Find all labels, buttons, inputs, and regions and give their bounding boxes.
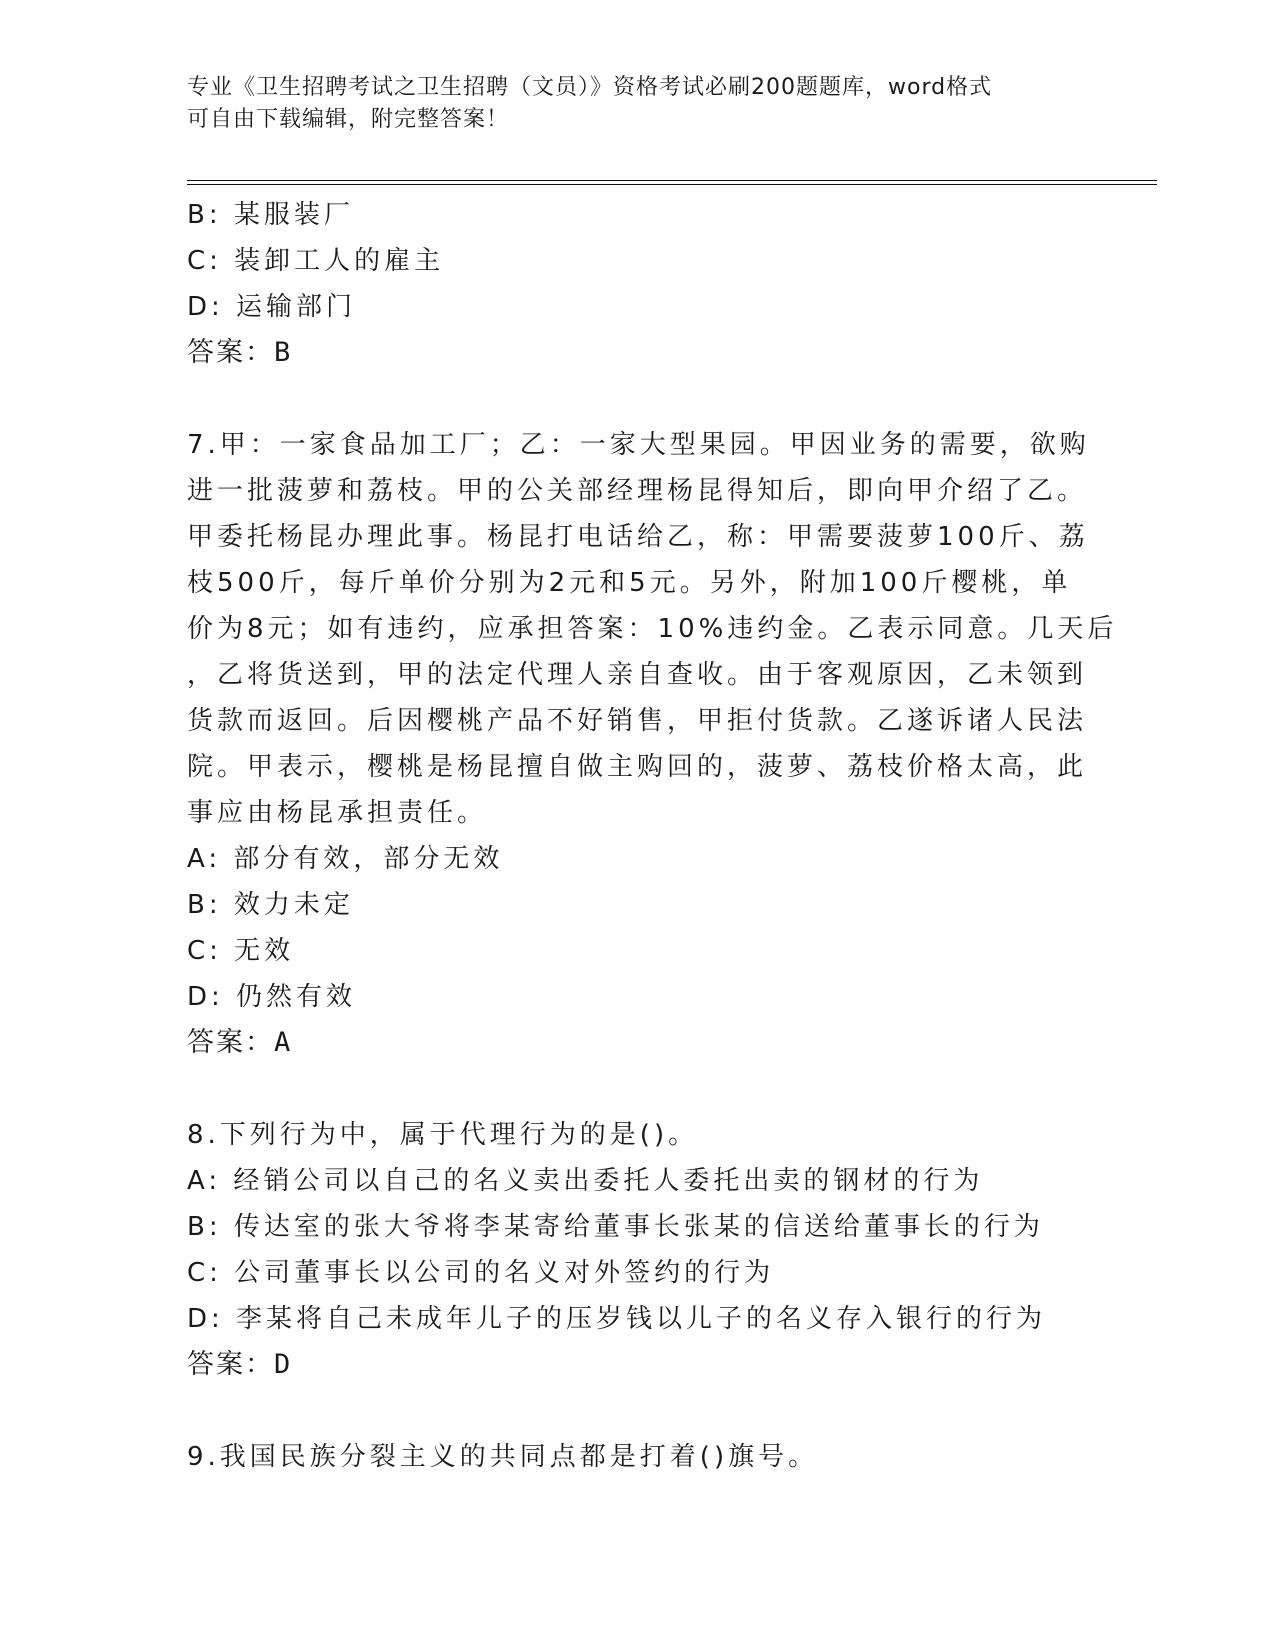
- q7-option-d: D: 仍然有效: [187, 982, 357, 1012]
- q7-stem-line: 进一批菠萝和荔枝。甲的公关部经理杨昆得知后，即向甲介绍了乙。: [187, 476, 1088, 506]
- document-header: [187, 72, 1067, 136]
- q8-stem: 8.下列行为中，属于代理行为的是()。: [187, 1120, 699, 1150]
- prev-option-c: C: 装卸工人的雇主: [187, 246, 445, 276]
- q7-stem-line: 枝500斤，每斤单价分别为2元和5元。另外，附加100斤樱桃，单: [187, 568, 1072, 598]
- header-line-2: 可自由下载编辑，附完整答案！: [187, 107, 510, 132]
- q7-answer: 答案：A: [187, 1027, 293, 1058]
- spacer: [187, 1388, 1087, 1434]
- q7-stem-line: 价为8元；如有违约，应承担答案：10%违约金。乙表示同意。几天后: [187, 614, 1118, 644]
- header-rule-bottom: [187, 184, 1157, 185]
- q8-answer: 答案：D: [187, 1349, 293, 1380]
- spacer: [187, 1066, 1087, 1112]
- header-rule-top: [187, 180, 1157, 181]
- prev-answer: 答案：B: [187, 337, 293, 368]
- document-body: [187, 192, 1118, 1480]
- prev-option-b: B: 某服装厂: [187, 200, 354, 230]
- spacer: [187, 376, 1087, 422]
- q7-stem-line: 货款而返回。后因樱桃产品不好销售，甲拒付货款。乙遂诉诸人民法: [187, 706, 1088, 736]
- q7-stem-line: 7.甲：一家食品加工厂；乙：一家大型果园。甲因业务的需要，欲购: [187, 430, 1090, 460]
- q7-option-c: C: 无效: [187, 936, 295, 966]
- q7-option-b: B: 效力未定: [187, 890, 354, 920]
- q7-stem-line: 事应由杨昆承担责任。: [187, 798, 488, 828]
- q9-stem: 9.我国民族分裂主义的共同点都是打着()旗号。: [187, 1442, 819, 1472]
- q8-option-a: A: 经销公司以自己的名义卖出委托人委托出卖的钢材的行为: [187, 1166, 984, 1196]
- q8-option-c: C: 公司董事长以公司的名义对外签约的行为: [187, 1258, 775, 1288]
- q7-stem-line: 甲委托杨昆办理此事。杨昆打电话给乙，称：甲需要菠萝100斤、荔: [187, 522, 1089, 552]
- q7-stem-line: ，乙将货送到，甲的法定代理人亲自查收。由于客观原因，乙未领到: [187, 660, 1088, 690]
- header-line-1: 专业《卫生招聘考试之卫生招聘（文员）》资格考试必刷200题题库，word格式: [187, 75, 993, 100]
- q8-option-b: B: 传达室的张大爷将李某寄给董事长张某的信送给董事长的行为: [187, 1212, 1044, 1242]
- q7-stem-line: 院。甲表示，樱桃是杨昆擅自做主购回的，菠萝、荔枝价格太高，此: [187, 752, 1088, 782]
- q8-option-d: D: 李某将自己未成年儿子的压岁钱以儿子的名义存入银行的行为: [187, 1304, 1047, 1334]
- prev-option-d: D: 运输部门: [187, 292, 357, 322]
- q7-option-a: A: 部分有效，部分无效: [187, 844, 504, 874]
